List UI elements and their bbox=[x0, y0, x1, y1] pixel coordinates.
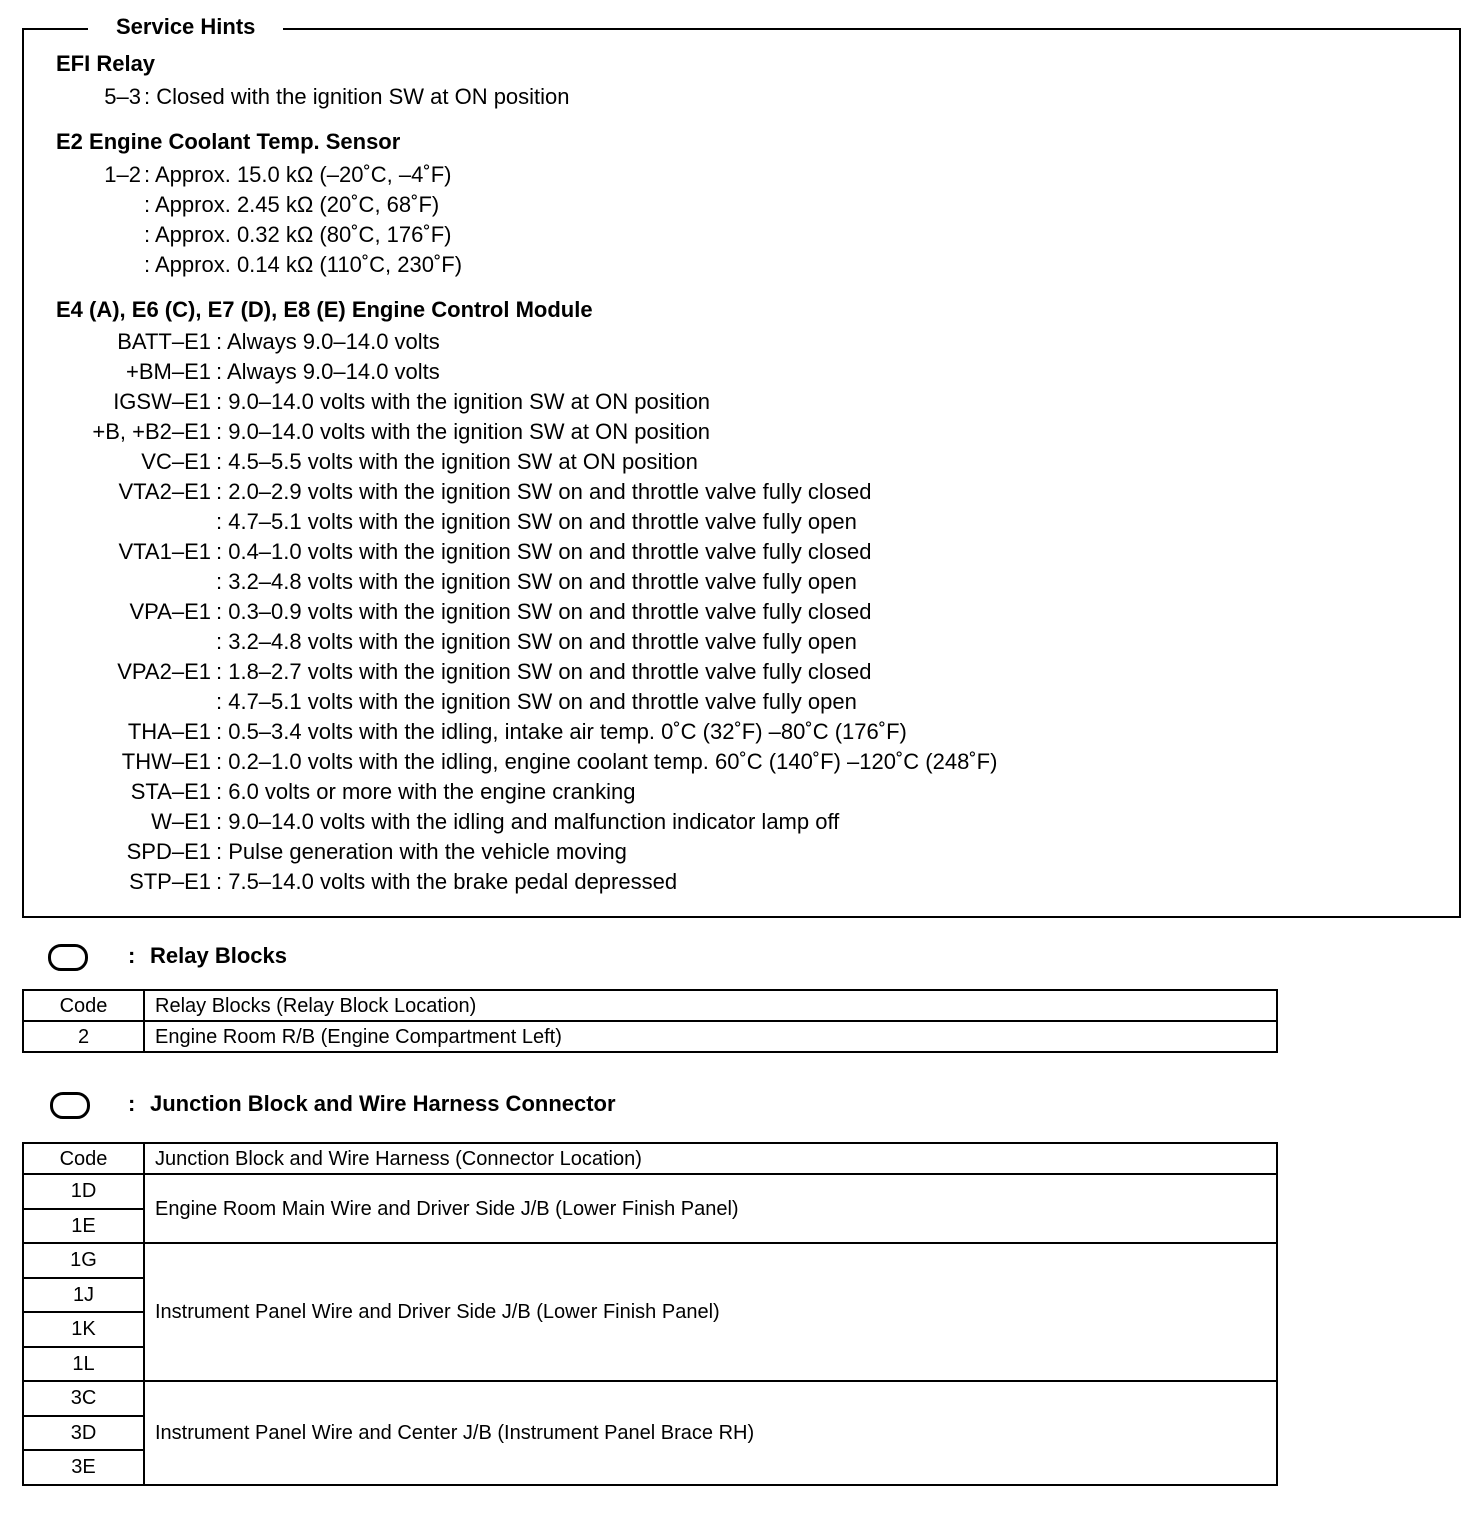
hint-spec-text: : 3.2–4.8 volts with the ignition SW on and throttle valve fully open bbox=[216, 629, 857, 654]
hint-row bbox=[0, 190, 440, 220]
junction-title: Junction Block and Wire Harness Connector bbox=[150, 1091, 616, 1116]
hint-terminal-label: 1–2 bbox=[104, 162, 141, 187]
relay-blocks-colon: : bbox=[128, 943, 136, 968]
table-row bbox=[23, 1381, 1277, 1416]
hint-terminal-label: THW–E1 bbox=[121, 749, 211, 774]
junction-block-icon bbox=[50, 1092, 90, 1119]
hint-terminal-label: VC–E1 bbox=[141, 449, 211, 474]
hint-spec-text: : 4.7–5.1 volts with the ignition SW on and throttle valve fully open bbox=[216, 509, 857, 534]
hint-spec-text: : 4.5–5.5 volts with the ignition SW at ON position bbox=[216, 449, 698, 474]
hint-terminal-label: +B, +B2–E1 bbox=[92, 419, 211, 444]
hint-row bbox=[0, 447, 698, 477]
hint-row bbox=[0, 807, 840, 837]
desc-header: Junction Block and Wire Harness (Connector Location) bbox=[144, 1143, 1277, 1174]
hint-spec-text: : 0.3–0.9 volts with the ignition SW on and throttle valve fully closed bbox=[216, 599, 872, 624]
hint-spec-text: : 1.8–2.7 volts with the ignition SW on and throttle valve fully closed bbox=[216, 659, 872, 684]
hint-spec-text: : 9.0–14.0 volts with the ignition SW at ON position bbox=[216, 389, 711, 414]
coolant-sensor-title: E2 Engine Coolant Temp. Sensor bbox=[56, 129, 401, 154]
table-header-row bbox=[23, 1143, 1277, 1174]
table-row bbox=[23, 1243, 1277, 1278]
location-cell: Instrument Panel Wire and Center J/B (Instrument Panel Brace RH) bbox=[144, 1381, 1277, 1485]
desc-header: Relay Blocks (Relay Block Location) bbox=[144, 990, 1277, 1021]
code-cell: 1E bbox=[23, 1209, 144, 1244]
hint-row bbox=[0, 82, 570, 112]
relay-blocks-table bbox=[22, 989, 1278, 1053]
hint-spec-text: : 2.0–2.9 volts with the ignition SW on and throttle valve fully closed bbox=[216, 479, 872, 504]
hint-spec-text: : Always 9.0–14.0 volts bbox=[216, 359, 440, 384]
relay-block-icon bbox=[48, 944, 88, 971]
hint-row bbox=[0, 220, 452, 250]
code-cell: 1J bbox=[23, 1278, 144, 1313]
code-cell: 1G bbox=[23, 1243, 144, 1278]
code-cell: 1D bbox=[23, 1174, 144, 1209]
table-row bbox=[23, 1174, 1277, 1209]
hint-terminal-label: VPA2–E1 bbox=[117, 659, 211, 684]
hint-spec-text: : 0.2–1.0 volts with the idling, engine coolant temp. 60˚C (140˚F) –120˚C (248˚F) bbox=[216, 749, 998, 774]
hint-row bbox=[0, 867, 678, 897]
hint-row bbox=[0, 837, 627, 867]
hint-spec-text: : 0.4–1.0 volts with the ignition SW on and throttle valve fully closed bbox=[216, 539, 872, 564]
hint-row bbox=[0, 507, 857, 537]
hint-row bbox=[0, 387, 711, 417]
location-cell: Instrument Panel Wire and Driver Side J/B (Lower Finish Panel) bbox=[144, 1243, 1277, 1381]
hint-terminal-label: VTA1–E1 bbox=[118, 539, 211, 564]
code-cell: 3E bbox=[23, 1450, 144, 1485]
hint-row bbox=[0, 357, 440, 387]
hint-row bbox=[0, 747, 998, 777]
hint-spec-text: : Approx. 0.14 kΩ (110˚C, 230˚F) bbox=[144, 252, 463, 277]
hint-row bbox=[0, 687, 857, 717]
hint-terminal-label: IGSW–E1 bbox=[113, 389, 211, 414]
hint-spec-text: : Approx. 15.0 kΩ (–20˚C, –4˚F) bbox=[144, 162, 452, 187]
hint-spec-text: : 6.0 volts or more with the engine cranking bbox=[216, 779, 636, 804]
table-row bbox=[23, 1021, 1277, 1052]
hint-spec-text: : Closed with the ignition SW at ON position bbox=[144, 84, 570, 109]
junction-colon: : bbox=[128, 1091, 136, 1116]
location-cell: Engine Room R/B (Engine Compartment Left) bbox=[144, 1021, 1277, 1052]
hint-spec-text: : Approx. 0.32 kΩ (80˚C, 176˚F) bbox=[144, 222, 452, 247]
hint-terminal-label: STA–E1 bbox=[130, 779, 211, 804]
code-cell: 1L bbox=[23, 1347, 144, 1382]
hint-row bbox=[0, 417, 711, 447]
hint-row bbox=[0, 657, 872, 687]
code-cell: 1K bbox=[23, 1312, 144, 1347]
hint-terminal-label: BATT–E1 bbox=[117, 329, 211, 354]
hint-row bbox=[0, 327, 440, 357]
code-cell: 3D bbox=[23, 1416, 144, 1451]
service-hints-title: Service Hints bbox=[88, 12, 283, 42]
junction-table bbox=[22, 1142, 1278, 1486]
hint-spec-text: : 4.7–5.1 volts with the ignition SW on and throttle valve fully open bbox=[216, 689, 857, 714]
table-header-row bbox=[23, 990, 1277, 1021]
hint-spec-text: : 0.5–3.4 volts with the idling, intake air temp. 0˚C (32˚F) –80˚C (176˚F) bbox=[216, 719, 907, 744]
code-header: Code bbox=[23, 1143, 144, 1174]
hint-row bbox=[0, 777, 636, 807]
hint-spec-text: : 3.2–4.8 volts with the ignition SW on and throttle valve fully open bbox=[216, 569, 857, 594]
hint-spec-text: : 9.0–14.0 volts with the ignition SW at ON position bbox=[216, 419, 711, 444]
ecm-title: E4 (A), E6 (C), E7 (D), E8 (E) Engine Control Module bbox=[56, 297, 593, 322]
hint-spec-text: : 9.0–14.0 volts with the idling and malfunction indicator lamp off bbox=[216, 809, 840, 834]
hint-terminal-label: THA–E1 bbox=[127, 719, 211, 744]
hint-row bbox=[0, 250, 463, 280]
hint-terminal-label: W–E1 bbox=[151, 809, 211, 834]
code-cell: 3C bbox=[23, 1381, 144, 1416]
hint-row bbox=[0, 477, 872, 507]
code-header: Code bbox=[23, 990, 144, 1021]
hint-terminal-label: SPD–E1 bbox=[126, 839, 211, 864]
hint-row bbox=[0, 537, 872, 567]
hint-row bbox=[0, 160, 452, 190]
hint-spec-text: : 7.5–14.0 volts with the brake pedal depressed bbox=[216, 869, 678, 894]
hint-row bbox=[0, 567, 857, 597]
hint-terminal-label: 5–3 bbox=[104, 84, 141, 109]
hint-row bbox=[0, 597, 872, 627]
hint-terminal-label: +BM–E1 bbox=[126, 359, 211, 384]
efi-relay-title: EFI Relay bbox=[56, 51, 156, 76]
hint-terminal-label: VPA–E1 bbox=[129, 599, 211, 624]
hint-row bbox=[0, 627, 857, 657]
hint-spec-text: : Pulse generation with the vehicle moving bbox=[216, 839, 627, 864]
hint-terminal-label: VTA2–E1 bbox=[118, 479, 211, 504]
hint-row bbox=[0, 717, 907, 747]
hint-spec-text: : Approx. 2.45 kΩ (20˚C, 68˚F) bbox=[144, 192, 440, 217]
location-cell: Engine Room Main Wire and Driver Side J/B (Lower Finish Panel) bbox=[144, 1174, 1277, 1243]
code-cell: 2 bbox=[23, 1021, 144, 1052]
hint-spec-text: : Always 9.0–14.0 volts bbox=[216, 329, 440, 354]
hint-terminal-label: STP–E1 bbox=[129, 869, 211, 894]
relay-blocks-title: Relay Blocks bbox=[150, 943, 287, 968]
